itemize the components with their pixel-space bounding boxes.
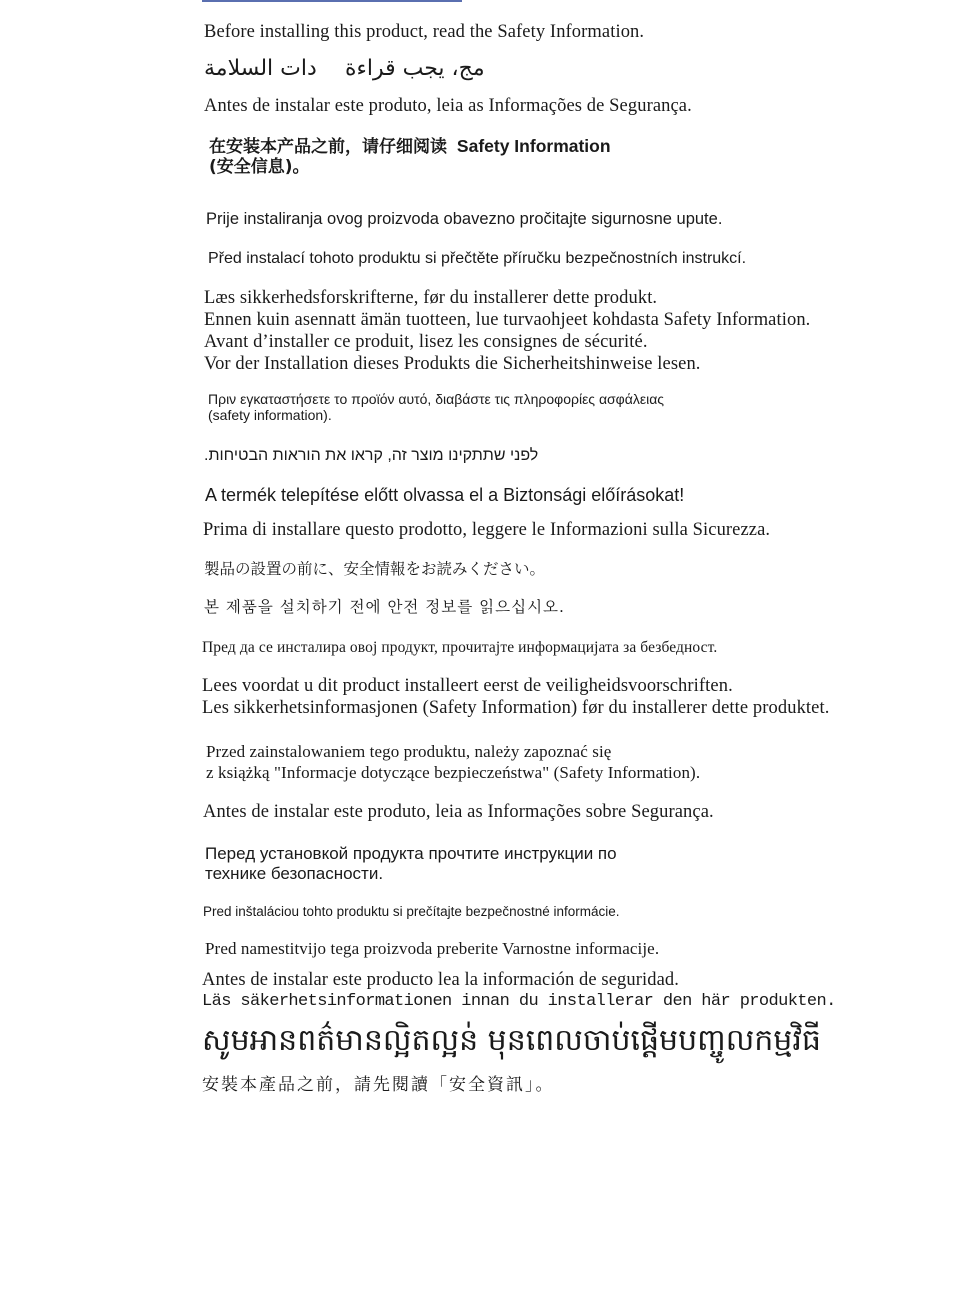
notice-chinese-simplified-line2: (安全信息)。 xyxy=(209,157,310,177)
notice-italian: Prima di installare questo prodotto, leggere le Informazioni sulla Sicurezza. xyxy=(203,520,771,540)
notice-japanese: 製品の設置の前に、安全情報をお読みください。 xyxy=(204,560,546,578)
notice-danish: Læs sikkerhedsforskrifterne, før du installerer dette produkt. xyxy=(204,288,658,308)
notice-chinese-traditional: 安裝本產品之前，請先閱讀「安全資訊」。 xyxy=(202,1075,555,1095)
notice-russian-line1: Перед установкой продукта прочтите инструкции по xyxy=(205,844,617,863)
notice-french: Avant d’installer ce produit, lisez les consignes de sécurité. xyxy=(204,332,648,352)
notice-spanish: Antes de instalar este producto lea la información de seguridad. xyxy=(202,970,679,990)
notice-slovak: Pred inštaláciou tohto produktu si prečítajte bezpečnostné informácie. xyxy=(203,904,620,919)
notice-russian-line2: технике безопасности. xyxy=(205,864,384,883)
notice-portuguese-br: Antes de instalar este produto, leia as Informações de Segurança. xyxy=(204,96,692,116)
notice-dutch: Lees voordat u dit product installeert eerst de veiligheidsvoorschriften. xyxy=(202,676,733,696)
notice-greek-line2: (safety information). xyxy=(208,407,332,423)
notice-arabic-part1: مج، يجب قراءة xyxy=(345,56,485,81)
notice-polish-line1: Przed zainstalowaniem tego produktu, należy zapoznać się xyxy=(206,742,612,761)
notice-macedonian: Пред да се инсталира овој продукт, прочитајте информацијата за безбедност. xyxy=(202,639,718,656)
notice-norwegian: Les sikkerhetsinformasjonen (Safety Information) før du installerer dette produktet. xyxy=(202,698,830,718)
notice-hebrew: לפני שתתקינו מוצר זה, קראו את הוראות הבטיחות. xyxy=(204,447,539,464)
notice-chinese-simplified-line1 xyxy=(209,136,611,158)
notice-portuguese-pt: Antes de instalar este produto, leia as Informações sobre Segurança. xyxy=(203,802,714,822)
notice-khmer: សូមអានពត៌មានល្អិតល្អន់ មុនពេលចាប់ផ្តើមបញ្ចូលកម្មវិធី xyxy=(202,1023,821,1058)
notice-arabic-part2: دات السلامة xyxy=(204,56,317,81)
notice-greek-line1: Πριν εγκαταστήσετε το προϊόν αυτό, διαβάστε τις πληροφορίες ασφάλειας xyxy=(208,391,665,407)
notice-german: Vor der Installation dieses Produkts die Sicherheitshinweise lesen. xyxy=(204,354,701,374)
notice-czech: Před instalací tohoto produktu si přečtěte příručku bezpečnostních instrukcí. xyxy=(208,250,747,267)
notice-chinese-simplified-latin: Safety Information xyxy=(456,136,611,156)
notice-korean: 본 제품을 설치하기 전에 안전 정보를 읽으십시오. xyxy=(204,598,565,616)
notice-swedish: Läs säkerhetsinformationen innan du installerar den här produkten. xyxy=(202,992,836,1011)
notice-finnish: Ennen kuin asennatt ämän tuotteen, lue turvaohjeet kohdasta Safety Information. xyxy=(204,310,811,330)
notice-chinese-simplified-cjk: 在安装本产品之前，请仔细阅读 xyxy=(209,137,447,157)
notice-slovenian: Pred namestitvijo tega proizvoda preberite Varnostne informacije. xyxy=(205,939,660,958)
top-rule xyxy=(202,0,462,2)
notice-croatian: Prije instaliranja ovog proizvoda obavezno pročitajte sigurnosne upute. xyxy=(206,210,723,228)
notice-polish-line2: z książką "Informacje dotyczące bezpieczeństwa" (Safety Information). xyxy=(206,763,701,782)
notice-english: Before installing this product, read the Safety Information. xyxy=(204,22,645,42)
notice-hungarian: A termék telepítése előtt olvassa el a Biztonsági előírásokat! xyxy=(205,485,685,505)
